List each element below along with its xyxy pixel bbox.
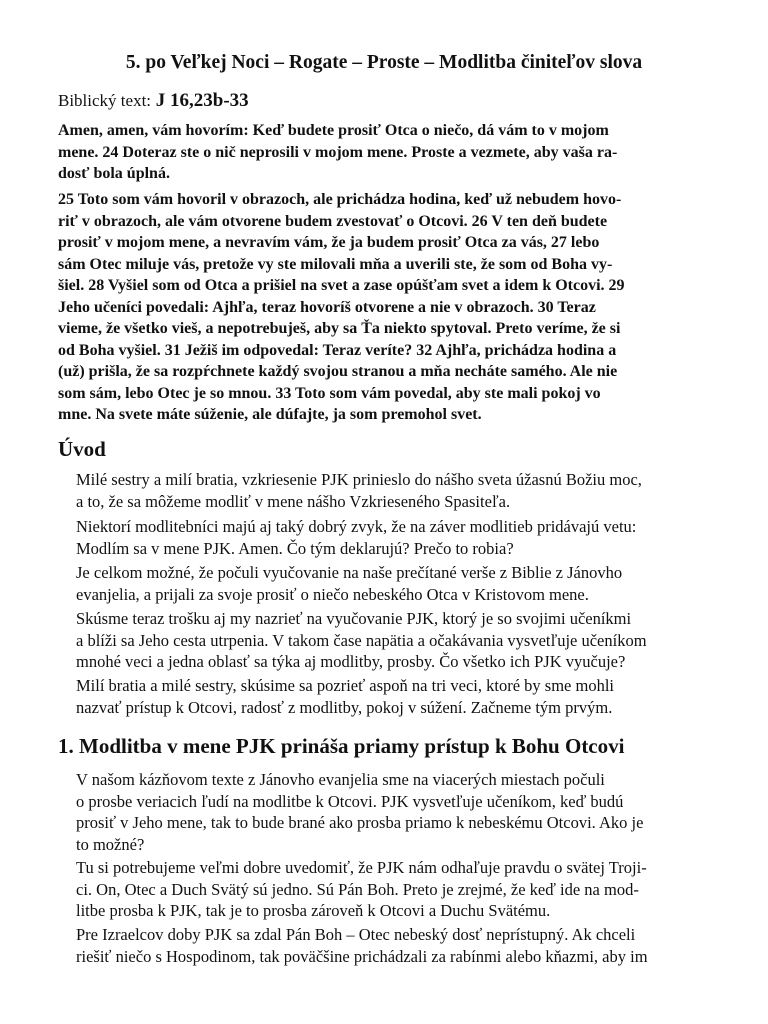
- paragraph-line: litbe prosba k PJK, tak je to prosba zároveň k Otcovi a Duchu Svätému.: [76, 901, 551, 920]
- paragraph-line: o prosbe veriacich ľudí na modlitbe k Otcovi. PJK vysvetľuje učeníkom, keď budú: [76, 791, 624, 811]
- section-1-paragraph: [76, 769, 712, 855]
- scripture-line: 25 Toto som vám hovoril v obrazoch, ale prichádza hodina, keď už nebudem hovo-: [58, 191, 622, 208]
- paragraph-line: Milí bratia a milé sestry, skúsime sa pozrieť aspoň na tri veci, ktoré by sme mohli: [76, 676, 614, 695]
- scripture-line: vieme, že všetko vieš, a nepotrebuješ, aby sa Ťa niekto spytoval. Preto veríme, že si: [58, 320, 621, 337]
- scripture-line: šiel. 28 Vyšiel som od Otca a prišiel na svet a zase opúšťam svet a idem k Otcovi. 29: [58, 277, 625, 294]
- scripture-line: mne. Na svete máte súženie, ale dúfajte, ja som premohol svet.: [58, 406, 482, 423]
- scripture-line: Amen, amen, vám hovorím: Keď budete prosiť Otca o niečo, dá vám to v mojom: [58, 122, 609, 139]
- paragraph-line: ci. On, Otec a Duch Svätý sú jedno. Sú Pán Boh. Preto je zrejmé, že keď ide na mod-: [76, 879, 639, 899]
- section-1-paragraph: [76, 924, 712, 967]
- paragraph-line: mnohé veci a jedna oblasť sa týka aj modlitby, prosby. Čo všetko ich PJK vyučuje?: [76, 652, 626, 671]
- paragraph-line: Skúsme teraz trošku aj my nazrieť na vyučovanie PJK, ktorý je so svojimi učeníkmi: [76, 609, 632, 628]
- intro-paragraph: [76, 516, 712, 559]
- scripture-block-1: [58, 120, 710, 185]
- scripture-line: sám Otec miluje vás, pretože vy ste milovali mňa a uverili ste, že som od Boha vy-: [58, 255, 613, 273]
- scripture-line: mene. 24 Doteraz ste o nič neprosili v mojom mene. Proste a vezmete, aby vaša ra-: [58, 143, 618, 161]
- paragraph-line: Modlím sa v mene PJK. Amen. Čo tým deklarujú? Prečo to robia?: [76, 538, 514, 558]
- scripture-line: od Boha vyšiel. 31 Ježiš im odpovedal: Teraz veríte? 32 Ajhľa, prichádza hodina a: [58, 341, 617, 359]
- section-1-paragraph: [76, 857, 712, 922]
- intro-heading: Úvod: [58, 437, 106, 461]
- paragraph-line: riešiť niečo s Hospodinom, tak poväčšine prichádzali za rabínmi alebo kňazmi, aby im: [76, 946, 648, 966]
- scripture-line: prosiť v mojom mene, a nevravím vám, že ja budem prosiť Otca za vás, 27 lebo: [58, 234, 600, 251]
- paragraph-line: evanjelia, a prijali za svoje prosiť o niečo nebeského Otca v Kristovom mene.: [76, 584, 589, 604]
- paragraph-line: nazvať prístup k Otcovi, radosť z modlitby, pokoj v súžení. Začneme tým prvým.: [76, 697, 613, 717]
- intro-paragraph: [76, 562, 712, 605]
- scripture-block-2: [58, 189, 710, 426]
- paragraph-line: V našom kázňovom texte z Jánovho evanjelia sme na viacerých miestach počuli: [76, 770, 605, 789]
- paragraph-line: a blíži sa Jeho cesta utrpenia. V takom čase napätia a očakávania vysvetľuje učeníkom: [76, 630, 647, 650]
- paragraph-line: Niektorí modlitebníci majú aj taký dobrý zvyk, že na záver modlitieb pridávajú vetu:: [76, 517, 637, 536]
- document-title: 5. po Veľkej Noci – Rogate – Proste – Modlitba činiteľov slova: [125, 52, 643, 73]
- biblical-text-colon: :: [146, 91, 152, 110]
- scripture-line: (už) prišla, že sa rozpŕchnete každý svojou stranou a mňa necháte samého. Ale nie: [58, 363, 618, 380]
- intro-paragraph: [76, 469, 712, 512]
- scripture-line: Jeho učeníci povedali: Ajhľa, teraz hovoríš otvorene a nie v obrazoch. 30 Teraz: [58, 298, 596, 316]
- biblical-reference: J 16,23b-33: [151, 90, 249, 111]
- intro-paragraph: [76, 608, 712, 673]
- paragraph-line: Milé sestry a milí bratia, vzkriesenie PJK prinieslo do nášho sveta úžasnú Božiu moc,: [76, 470, 642, 489]
- paragraph-line: to možné?: [76, 834, 145, 854]
- biblical-text-label: Biblický text: [58, 91, 147, 110]
- paragraph-line: prosiť v Jeho mene, tak to bude brané ako prosba priamo k nebeskému Otcovi. Ako je: [76, 813, 644, 832]
- scripture-line: som sám, lebo Otec je so mnou. 33 Toto som vám povedal, aby ste mali pokoj vo: [58, 384, 601, 402]
- paragraph-line: Tu si potrebujeme veľmi dobre uvedomiť, že PJK nám odhaľuje pravdu o svätej Troji-: [76, 858, 647, 877]
- paragraph-line: Pre Izraelcov doby PJK sa zdal Pán Boh – Otec nebeský dosť neprístupný. Ak chceli: [76, 925, 636, 944]
- biblical-text-line: [58, 90, 249, 112]
- scripture-line: dosť bola úplná.: [58, 165, 170, 182]
- scripture-line: riť v obrazoch, ale vám otvorene budem zvestovať o Otcovi. 26 V ten deň budete: [58, 212, 608, 230]
- paragraph-line: a to, že sa môžeme modliť v mene nášho Vzkrieseného Spasiteľa.: [76, 491, 511, 511]
- section-1-heading: 1. Modlitba v mene PJK prináša priamy prístup k Bohu Otcovi: [58, 734, 625, 758]
- paragraph-line: Je celkom možné, že počuli vyučovanie na naše prečítané verše z Biblie z Jánovho: [76, 563, 623, 582]
- intro-paragraph: [76, 675, 712, 718]
